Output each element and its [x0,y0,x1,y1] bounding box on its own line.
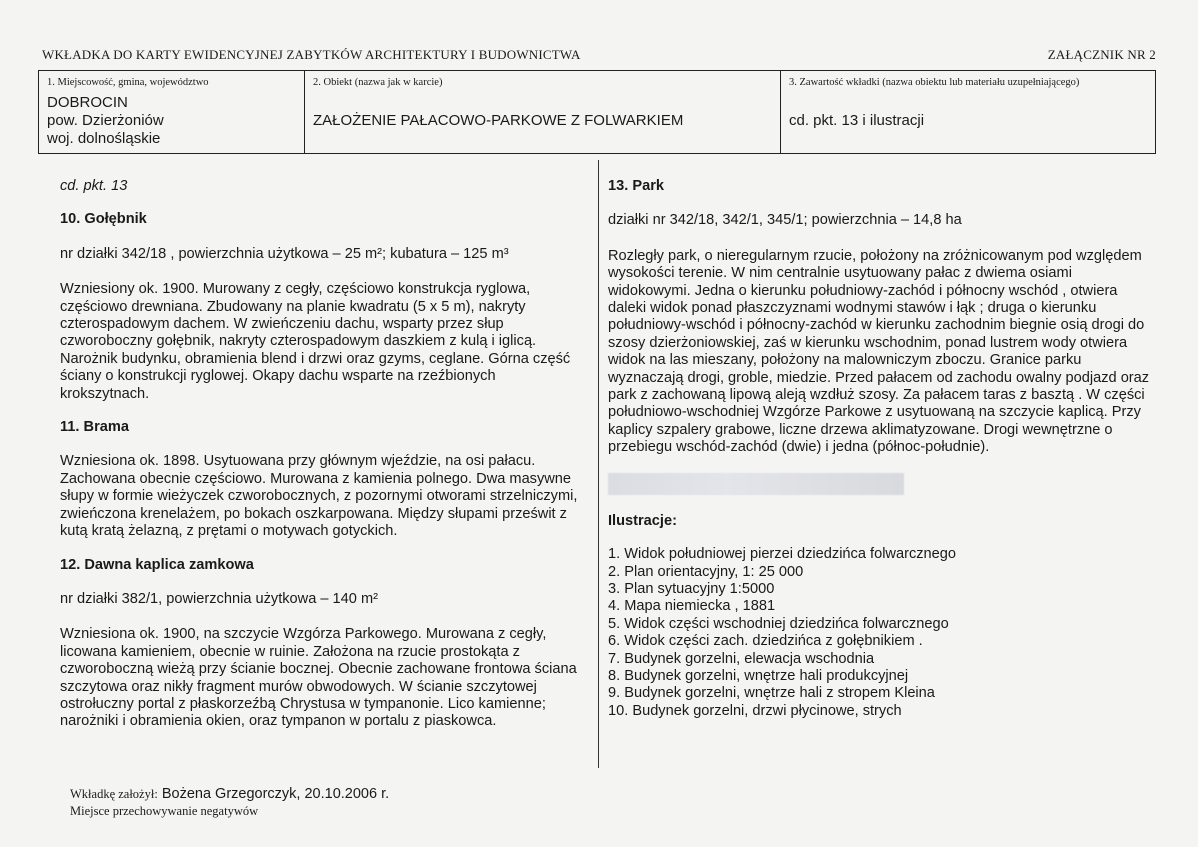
illustration-item: 8. Budynek gorzelni, wnętrze hali produkcyjnej [608,667,909,684]
illustrations-list [608,546,1154,720]
location-label: 1. Miejscowość, gmina, województwo [47,77,209,88]
section-13-meta: działki nr 342/18, 342/1, 345/1; powierzchnia – 14,8 ha [608,212,962,229]
section-12-meta: nr działki 382/1, powierzchnia użytkowa – 140 m² [60,590,378,607]
illustration-item: 10. Budynek gorzelni, drzwi płycinowe, strych [608,702,902,719]
column-divider [598,160,599,768]
redacted-area [608,473,904,495]
section-10-title: 10. Gołębnik [60,211,147,228]
attachment-number: ZAŁĄCZNIK NR 2 [1047,47,1156,62]
object-cell [305,71,781,153]
content-cell [781,71,1155,153]
section-11-title: 11. Brama [60,419,129,436]
location-line: woj. dolnośląskie [47,130,161,147]
right-column [608,178,1154,720]
section-13-text: Rozległy park, o nieregularnym rzucie, położony na zróżnicowanym pod względem wysokości terenie. W nim centralnie usytuowany pałac z dwiema osiami widokowymi. Jedna o kierunku południowy-zachód i północny wschód , otwiera daleki widok ponad płaszczyznami wodnymi stawów i łąk ; druga o kierunku południowy-wschód i północny-zachód w kierunku zachodnim biegnie osią drogi do szosy dzierżoniowskiej, zaś w kierunku wschodnim, ponad lustrem wody otwiera widok na las mieszany, położony na malowniczym zboczu. Granice parku wyznaczają drogi, groble, miedzie. Przed pałacem od zachodu owalny podjazd oraz park z zachowaną lipową aleją wzdłuż szosy. Za pałacem taras z basztą . W części południowo-wschodniej Wzgórze Parkowe z usytuowaną na szczycie kaplicą. Przy kaplicy szpalery grabowe, liczne drzewa aklimatyzowane. Drogi wewnętrzne o przebiegu wschód-zachód (dwie) i jedna (północ-południe). [608,247,1150,456]
section-13-title: 13. Park [608,178,664,194]
continuation-note: cd. pkt. 13 [60,178,128,194]
author-value: Bożena Grzegorczyk, 20.10.2006 r. [161,786,390,802]
illustration-item: 1. Widok południowej pierzei dziedzińca folwarcznego [608,546,957,563]
author-label: Wkładkę założył: [70,787,158,801]
content-value: cd. pkt. 13 i ilustracji [789,112,925,129]
section-10-text: Wzniesiony ok. 1900. Murowany z cegły, częściowo konstrukcja ryglowa, częściowo drewniana. Zbudowany na planie kwadratu (5 x 5 m), nakryty czterospadowym dachem. W zwieńczeniu dachu, wsparty przez słup czworoboczny gołębnik, nakryty czterospadowym daszkiem z kulą i iglicą. Narożnik budynku, obramienia blend i drzwi oraz gzyms, ceglane. Górna część ściany o konstrukcji ryglowej. Okapy dachu wsparte na rzeźbionych krokszytnach. [60,281,571,402]
section-12-text: Wzniesiona ok. 1900, na szczycie Wzgórza Parkowego. Murowana z cegły, licowana kamieniem, obecnie w ruinie. Założona na rzucie prostokąta z czworoboczną wieżą przy ścianie bocznej. Obecnie zachowane frontowa ściana szczytowa oraz nikły fragment murów obwodowych. W ścianie szczytowej ostrołuczny portal z płaskorzeźbą Chrystusa w tympanonie. Lico kamienne; narożniki i obramienia okien, oraz tympanon w portalu z piaskowca. [60,626,577,730]
header-table [38,70,1156,154]
section-12-title: 12. Dawna kaplica zamkowa [60,556,254,573]
document-header [42,47,1156,63]
negatives-storage-label: Miejsce przechowywanie negatywów [70,804,259,818]
location-line: pow. Dzierżoniów [47,112,164,129]
illustration-item: 4. Mapa niemiecka , 1881 [608,598,776,615]
illustration-item: 5. Widok części wschodniej dziedzińca folwarcznego [608,615,949,632]
illustrations-title: Ilustracje: [608,512,677,529]
document-title: WKŁADKA DO KARTY EWIDENCYJNEJ ZABYTKÓW ARCHITEKTURY I BUDOWNICTWA [42,47,581,62]
illustration-item: 2. Plan orientacyjny, 1: 25 000 [608,563,804,580]
section-11-text: Wzniesiona ok. 1898. Usytuowana przy głównym wjeździe, na osi pałacu. Zachowana obecnie częściowo. Murowana z kamienia polnego. Dwa masywne słupy w formie wieżyczek czworobocznych, z pozornymi otworami strzelniczymi, zwieńczona krenelażem, po bokach oszkarpowana. Między słupami prześwit z kutą kratą żelazną, z prętami o motywach gotyckich. [60,453,578,540]
location-cell [39,71,305,153]
illustration-item: 9. Budynek gorzelni, wnętrze hali z stropem Kleina [608,685,935,702]
left-column [60,178,580,747]
footer [70,786,389,819]
object-label: 2. Obiekt (nazwa jak w karcie) [313,77,443,88]
content-label: 3. Zawartość wkładki (nazwa obiektu lub materiału uzupełniającego) [789,77,1080,88]
object-value: ZAŁOŻENIE PAŁACOWO-PARKOWE Z FOLWARKIEM [313,112,684,129]
illustration-item: 7. Budynek gorzelni, elewacja wschodnia [608,650,875,667]
author-line [70,786,389,802]
location-line: DOBROCIN [47,94,128,111]
section-10-meta: nr działki 342/18 , powierzchnia użytkowa – 25 m²; kubatura – 125 m³ [60,245,509,262]
illustration-item: 6. Widok części zach. dziedzińca z gołębnikiem . [608,633,923,650]
illustration-item: 3. Plan sytuacyjny 1:5000 [608,580,775,597]
location-value [47,94,296,148]
